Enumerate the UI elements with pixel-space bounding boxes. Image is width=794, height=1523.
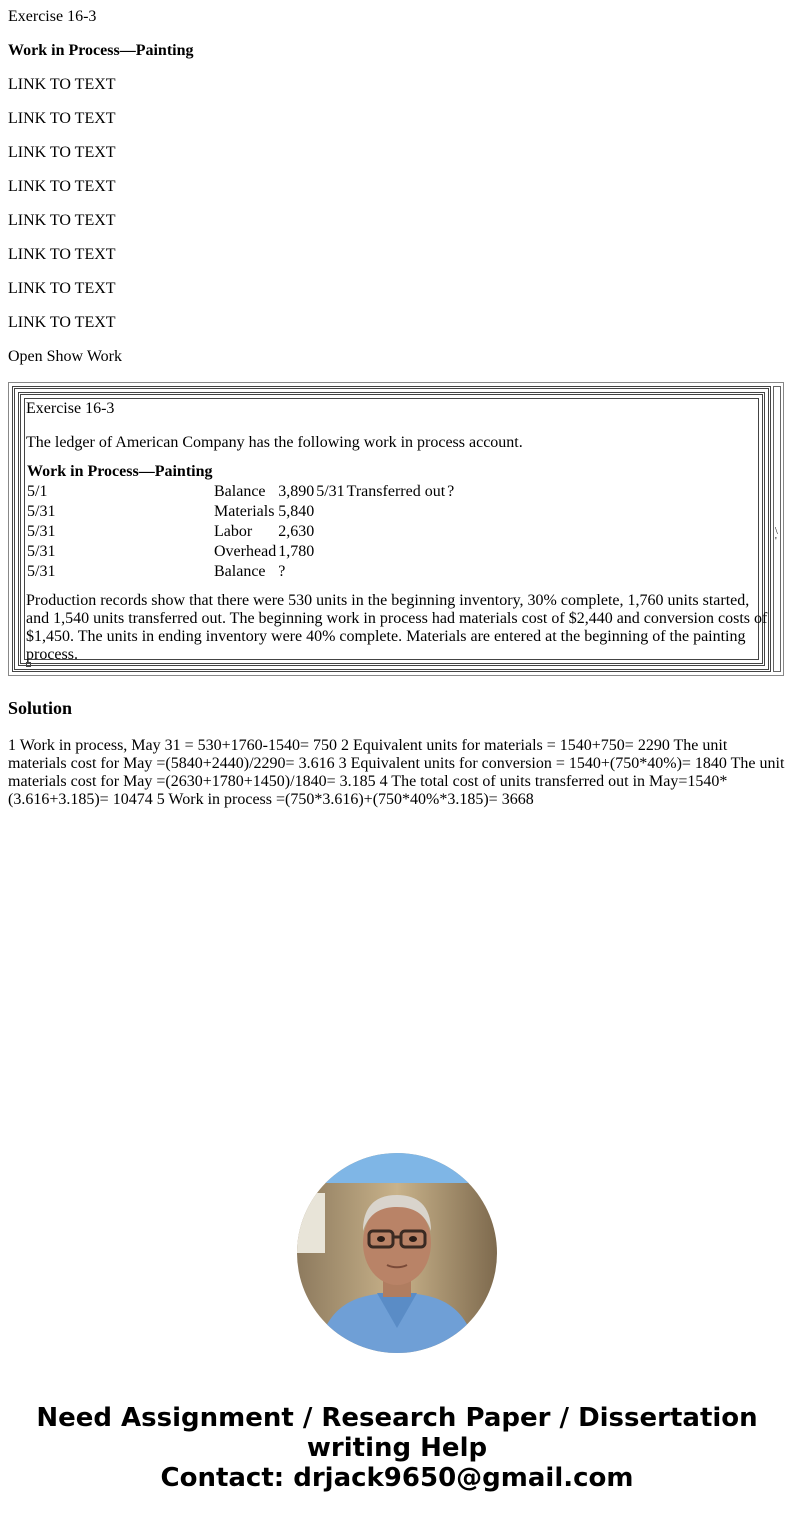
ledger-credit-amount	[447, 543, 454, 561]
ledger-credit-amount	[447, 523, 454, 541]
table-row	[27, 483, 454, 501]
table-row	[27, 523, 454, 541]
promo-banner	[0, 1403, 794, 1493]
ledger-amount: 5,840	[278, 503, 315, 520]
ledger-amount: 1,780	[278, 543, 315, 560]
ledger-credit-amount	[447, 503, 454, 521]
ledger-label: Balance	[214, 563, 266, 580]
open-show-work[interactable]: Open Show Work	[8, 348, 122, 365]
link-to-text-2[interactable]: LINK TO TEXT	[8, 110, 116, 127]
table-row	[27, 563, 454, 581]
promo-line-1: Need Assignment / Research Paper / Dissertation	[36, 1403, 758, 1433]
link-to-text-4[interactable]: LINK TO TEXT	[8, 178, 116, 195]
ledger-table	[25, 461, 456, 583]
resize-handle-icon	[26, 662, 31, 667]
link-to-text-7[interactable]: LINK TO TEXT	[8, 280, 116, 297]
ledger-label: Materials	[214, 503, 275, 520]
link-to-text-8[interactable]: LINK TO TEXT	[8, 314, 116, 331]
problem-title: Exercise 16-3	[26, 400, 115, 417]
problem-details: Production records show that there were 530 units in the beginning inventory, 30% complete, 1,760 units started, and 1,540 units transferred out. The beginning work in process had materials cost of $2,440 and conversion costs of $1,450. The units in ending inventory were 40% complete. Materials are entered at the beginning of the painting process.	[26, 592, 768, 663]
solution-text: 1 Work in process, May 31 = 530+1760-1540= 750 2 Equivalent units for materials = 1540+750= 2290 The unit materials cost for May =(5840+2440)/2290= 3.616 3 Equivalent units for conversion = 1540+(750*40%)= 1840 The unit materials cost for May =(2630+1780+1450)/1840= 3.185 4 The total cost of units transferred out in May=1540*(3.616+3.185)= 10474 5 Work in process =(750*3.616)+(750*40%*3.185)= 3668	[8, 737, 785, 808]
page-subtitle: Work in Process—Painting	[8, 42, 194, 59]
link-to-text-1[interactable]: LINK TO TEXT	[8, 76, 116, 93]
ledger-title: Work in Process—Painting	[27, 463, 213, 480]
ledger-credit-date	[316, 543, 344, 561]
ledger-credit-date	[316, 563, 344, 581]
ledger-date: 5/31	[27, 563, 56, 580]
ledger-date: 5/1	[27, 483, 48, 500]
ledger-credit-amount	[447, 563, 454, 581]
ledger-label: Balance	[214, 483, 266, 500]
exercise-title: Exercise 16-3	[8, 8, 97, 25]
ledger-credit-date	[316, 503, 344, 521]
ledger-date: 5/31	[27, 543, 56, 560]
ledger-label: Labor	[214, 523, 253, 540]
ledger-credit-label	[347, 503, 446, 521]
problem-intro: The ledger of American Company has the following work in process account.	[26, 434, 523, 451]
avatar-portrait-icon	[297, 1153, 497, 1353]
ledger-credit-amount: ?	[447, 483, 455, 500]
link-to-text-6[interactable]: LINK TO TEXT	[8, 246, 116, 263]
solution-heading: Solution	[8, 698, 73, 718]
link-to-text-5[interactable]: LINK TO TEXT	[8, 212, 116, 229]
promo-contact: Contact: drjack9650@gmail.com	[160, 1463, 634, 1493]
table-row	[27, 503, 454, 521]
ledger-label: Overhead	[214, 543, 277, 560]
problem-frame-border	[12, 386, 771, 672]
ledger-date: 5/31	[27, 523, 56, 540]
ledger-credit-label	[347, 523, 446, 541]
ledger-credit-date	[316, 523, 344, 541]
ledger-amount: 2,630	[278, 523, 315, 540]
link-to-text-3[interactable]: LINK TO TEXT	[8, 144, 116, 161]
problem-frame-inner-border	[18, 392, 768, 666]
ledger-amount: 3,890	[278, 483, 315, 500]
problem-frame	[8, 382, 784, 676]
ledger-credit-label	[347, 543, 446, 561]
ledger-credit-date: 5/31	[316, 483, 345, 500]
ledger-amount: ?	[278, 563, 286, 580]
avatar	[297, 1153, 497, 1353]
ledger-credit-label	[347, 563, 446, 581]
frame-scrollbar[interactable]	[773, 386, 781, 672]
scrollbar-mark: \ '	[775, 526, 778, 547]
problem-content	[24, 398, 768, 663]
promo-line-2: writing Help	[306, 1433, 488, 1463]
table-row	[27, 543, 454, 561]
ledger-date: 5/31	[27, 503, 56, 520]
ledger-credit-label: Transferred out	[346, 483, 446, 500]
